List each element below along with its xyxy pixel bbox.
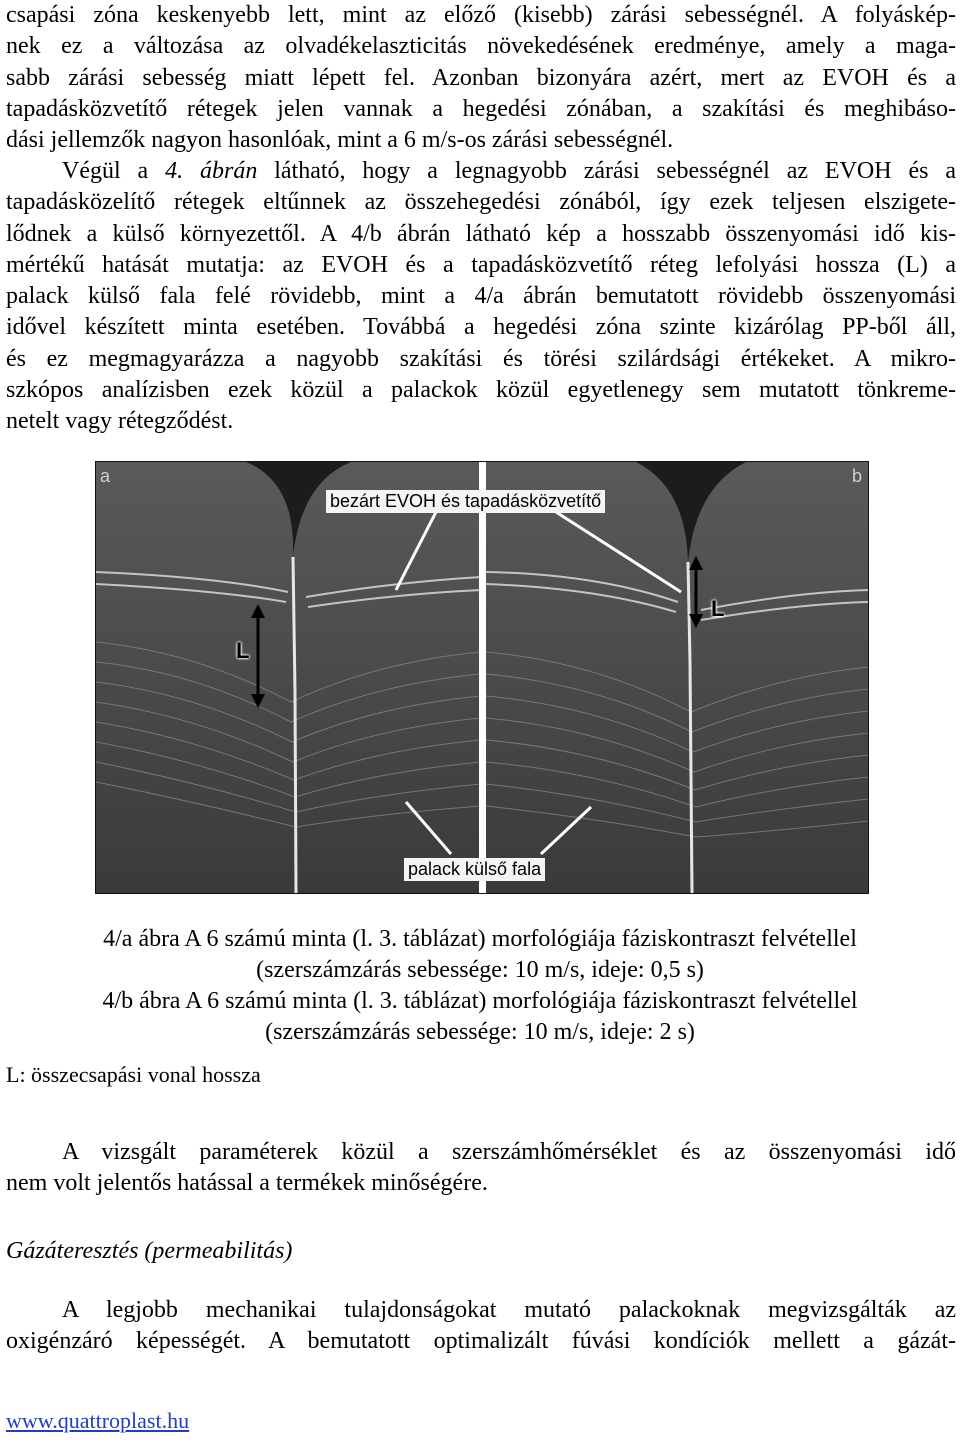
paragraph-2	[6, 156, 956, 438]
text-line: mértékű hatását mutatja: az EVOH és a tapadásközvetítő réteg lefolyási hossza (L) a	[6, 251, 956, 278]
text-line: nek ez a változása az olvadékelaszticitás növekedésének eredménye, amely a maga-	[6, 33, 956, 60]
text-line: és ez megmagyarázza a nagyobb szakítási és törési szilárdsági értékeket. A mikro-	[6, 345, 956, 372]
text-line: tapadásközvetítő rétegek jelen vannak a hegedési zónában, a szakítási és meghibáso-	[6, 95, 956, 122]
text-line: szkópos analízisben ezek közül a palackok közül egyetlenegy sem mutatott tönkreme-	[6, 377, 956, 404]
text-line: A vizsgált paraméterek közül a szerszámhőmérséklet és az összenyomási idő	[62, 1139, 956, 1165]
text-line: nem volt jelentős hatással a termékek minőségére.	[6, 1170, 488, 1197]
figure-corner-b: b	[851, 466, 862, 486]
figure-caption-b: 4/b ábra A 6 számú minta (l. 3. táblázat) morfológiája fáziskontraszt felvétellel	[102, 988, 858, 1014]
text-line: dási jellemzők nagyon hasonlóak, mint a 6 m/s-os zárási sebességnél.	[6, 127, 674, 154]
figure-label-bottom: palack külső fala	[404, 858, 545, 881]
text-line: tapadásközelítő rétegek eltűnnek az összehegedési zónából, így ezek teljesen elszigete-	[6, 189, 956, 216]
figure-mark-l-right: L	[711, 596, 725, 621]
text-line: oxigénzáró képességét. A bemutatott optimalizált fúvási kondíciók mellett a gázát-	[6, 1328, 956, 1355]
figure-caption-a: 4/a ábra A 6 számú minta (l. 3. táblázat) morfológiája fáziskontraszt felvétellel	[103, 926, 857, 952]
figure-caption-a-detail: (szerszámzárás sebessége: 10 m/s, ideje: 0,5 s)	[256, 957, 704, 983]
figure-corner-a: a	[100, 466, 111, 486]
figure-label-top: bezárt EVOH és tapadásközvetítő	[326, 490, 605, 513]
paragraph-3	[6, 1137, 956, 1200]
text-line: idővel készített minta esetében. Továbbá a hegedési zóna szinte kizárólag PP-ből áll,	[6, 314, 956, 341]
text-line: csapási zóna keskenyebb lett, mint az előző (kisebb) zárási sebességnél. A folyáskép-	[6, 2, 956, 28]
paragraph-4	[6, 1295, 956, 1358]
paragraph-1	[6, 0, 956, 156]
text-run: Végül a	[62, 158, 166, 184]
section-heading: Gázáteresztés (permeabilitás)	[6, 1238, 293, 1264]
text-line: netelt vagy rétegződést.	[6, 408, 234, 435]
text-line: palack külső fala felé rövidebb, mint a 4/a ábrán bemutatott rövidebb összenyomási	[6, 283, 956, 310]
figure-caption-b-detail: (szerszámzárás sebessége: 10 m/s, ideje: 2 s)	[265, 1019, 695, 1045]
text-line: lődnek a külső környezettől. A 4/b ábrán látható kép a hosszabb összenyomási idő kis-	[6, 220, 956, 247]
text-line: sabb zárási sebesség miatt lépett fel. Azonban bizonyára azért, mert az EVOH és a	[6, 64, 956, 91]
figure-reference: 4. ábrán	[165, 158, 258, 184]
footer-website-link[interactable]: www.quattroplast.hu	[6, 1408, 190, 1433]
micrograph-image	[96, 462, 868, 893]
figure-mark-l-left: L	[236, 638, 250, 663]
micrograph-figure	[95, 461, 869, 894]
text-line: A legjobb mechanikai tulajdonságokat mutató palackoknak megvizsgálták az	[62, 1297, 956, 1323]
text-line	[6, 156, 956, 187]
text-run: látható, hogy a legnagyobb zárási sebességnél az EVOH és a	[257, 158, 957, 184]
legend-note: L: összecsapási vonal hossza	[6, 1062, 261, 1087]
